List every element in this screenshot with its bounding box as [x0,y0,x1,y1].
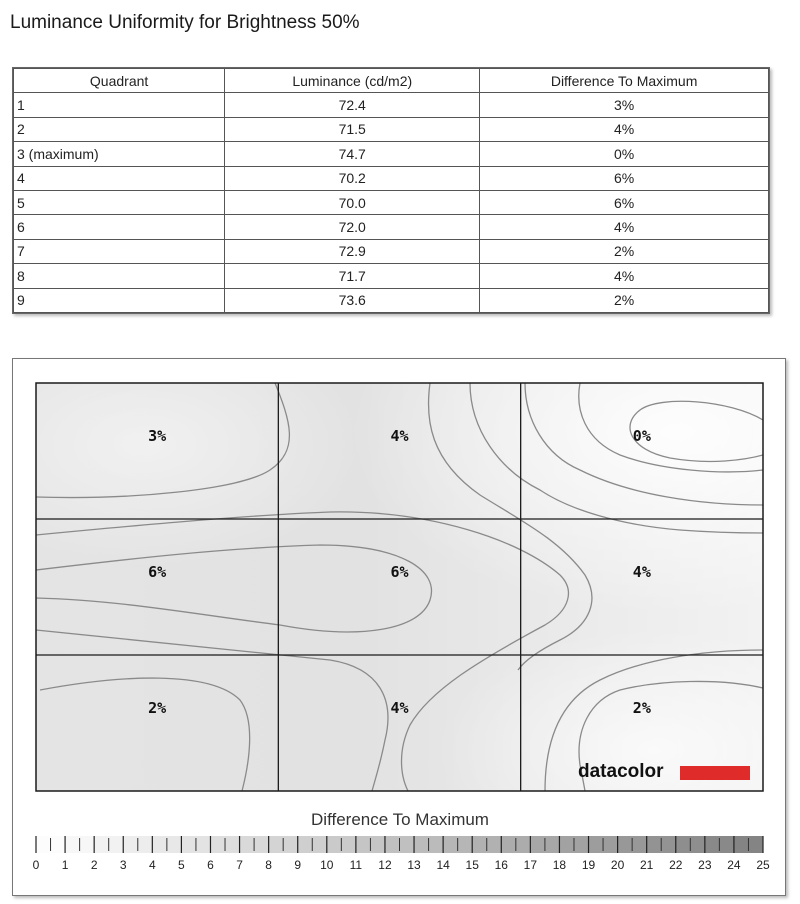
scale-tick-label: 11 [349,858,363,872]
difference-cell: 6% [480,190,769,214]
scale-tick-label: 7 [236,858,243,872]
cell-label: 2% [632,699,651,717]
difference-cell: 2% [480,288,769,312]
difference-cell: 4% [480,117,769,141]
scale-tick-label: 19 [581,858,596,872]
difference-cell: 4% [480,264,769,288]
luminance-cell: 72.4 [225,93,480,117]
scale-tick-label: 6 [207,858,214,872]
difference-cell: 4% [480,215,769,239]
scale-tick-label: 16 [494,858,508,872]
scale-tick-label: 14 [436,858,450,872]
scale-tick-label: 2 [90,858,98,872]
quadrant-cell: 7 [14,239,225,263]
cell-label: 6% [148,563,167,581]
difference-cell: 2% [480,239,769,263]
quadrant-cell: 8 [14,264,225,288]
brand-logo-bar [680,766,750,780]
luminance-cell: 71.7 [225,264,480,288]
brand-logo-text: datacolor [578,761,664,782]
cell-label: 4% [390,427,409,445]
scale-tick-label: 23 [698,858,712,872]
quadrant-cell: 4 [14,166,225,190]
header-difference: Difference To Maximum [480,69,769,93]
difference-cell: 3% [480,93,769,117]
scale-tick-label: 10 [320,858,334,872]
luminance-cell: 72.9 [225,239,480,263]
scale-tick-label: 1 [61,858,69,872]
scale-tick-label: 13 [407,858,421,872]
quadrant-cell: 2 [14,117,225,141]
luminance-cell: 70.2 [225,166,480,190]
scale-tick-label: 5 [178,858,185,872]
scale-tick-label: 22 [669,858,683,872]
page-title: Luminance Uniformity for Brightness 50% [10,12,360,33]
scale-tick-label: 18 [552,858,567,872]
cell-label: 2% [148,699,167,717]
scale-tick-label: 17 [523,858,538,872]
cell-label: 0% [632,427,651,445]
scale-tick-label: 4 [148,858,156,872]
luminance-cell: 73.6 [225,288,480,312]
luminance-cell: 70.0 [225,190,480,214]
difference-cell: 0% [480,142,769,166]
header-quadrant: Quadrant [14,69,225,93]
scale-tick-label: 20 [610,858,625,872]
scale-tick-label: 12 [378,858,392,872]
quadrant-cell: 3 (maximum) [14,142,225,166]
scale-tick-label: 3 [119,858,127,872]
scale-tick-label: 8 [265,858,272,872]
scale-tick-label: 25 [756,858,770,872]
luminance-cell: 72.0 [225,215,480,239]
color-scale [33,836,770,872]
cell-label: 4% [632,563,651,581]
luminance-cell: 71.5 [225,117,480,141]
difference-cell: 6% [480,166,769,190]
cell-label: 3% [148,427,167,445]
scale-tick-label: 15 [465,858,479,872]
quadrant-cell: 5 [14,190,225,214]
header-luminance: Luminance (cd/m2) [225,69,480,93]
cell-label: 6% [390,563,409,581]
quadrant-cell: 6 [14,215,225,239]
luminance-cell: 74.7 [225,142,480,166]
cell-label: 4% [390,699,409,717]
quadrant-cell: 9 [14,288,225,312]
scale-tick-label: 9 [294,858,302,872]
scale-tick-label: 0 [32,858,40,872]
quadrant-cell: 1 [14,93,225,117]
scale-tick-label: 21 [640,858,654,872]
legend-title: Difference To Maximum [311,810,489,829]
scale-tick-label: 24 [727,858,741,872]
